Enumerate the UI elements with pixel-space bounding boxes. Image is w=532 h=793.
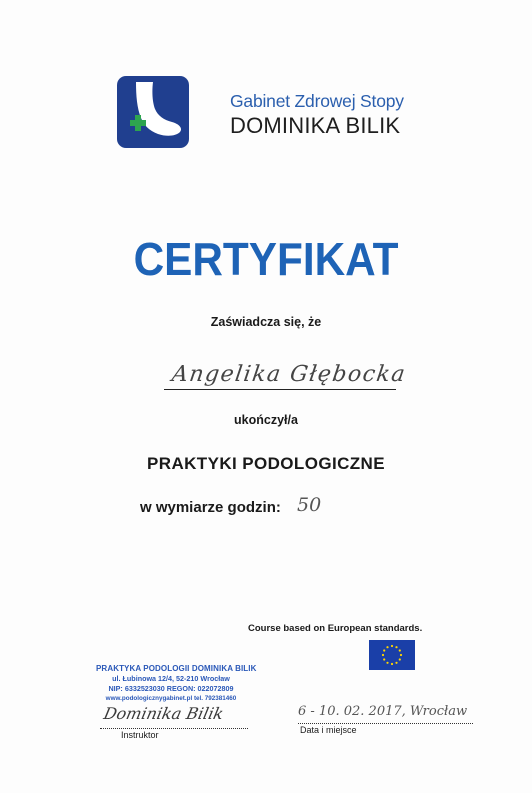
completed-text: ukończył/a: [234, 413, 298, 427]
instructor-label: Instruktor: [121, 730, 159, 740]
brand-name: Gabinet Zdrowej Stopy: [230, 91, 404, 111]
hours-label: w wymiarze godzin:: [140, 499, 281, 516]
foot-with-cross-icon: [117, 76, 189, 148]
stamp-line-ids: NIP: 6332523030 REGON: 022072809: [108, 684, 234, 693]
stamp-line-contact: www.podologicznygabinet.pl tel. 792381460: [105, 695, 237, 702]
stamp-line-name: PRAKTYKA PODOLOGII DOMINIKA BILIK: [96, 664, 257, 673]
brand-owner: DOMINIKA BILIK: [230, 113, 401, 138]
date-place-line: [298, 723, 473, 724]
instructor-signature: Dominika Bilik: [101, 704, 226, 723]
date-place-label: Data i miejsce: [300, 725, 357, 735]
standards-text: Course based on European standards.: [248, 623, 423, 634]
instructor-signature-line: [100, 728, 248, 729]
course-name: PRAKTYKI PODOLOGICZNE: [147, 454, 385, 473]
attest-text: Zaświadcza się, że: [210, 315, 322, 329]
name-underline: [164, 389, 396, 390]
recipient-name: Angelika Głębocka: [170, 362, 408, 387]
eu-flag-icon: [369, 640, 415, 670]
date-place-value: 6 - 10. 02. 2017, Wrocław: [298, 704, 468, 719]
stamp-line-address: ul. Łubinowa 12/4, 52-210 Wrocław: [112, 674, 230, 683]
certificate-title: CERTYFIKAT: [133, 233, 399, 285]
company-stamp: [96, 664, 257, 704]
hours-value: 50: [297, 494, 322, 516]
